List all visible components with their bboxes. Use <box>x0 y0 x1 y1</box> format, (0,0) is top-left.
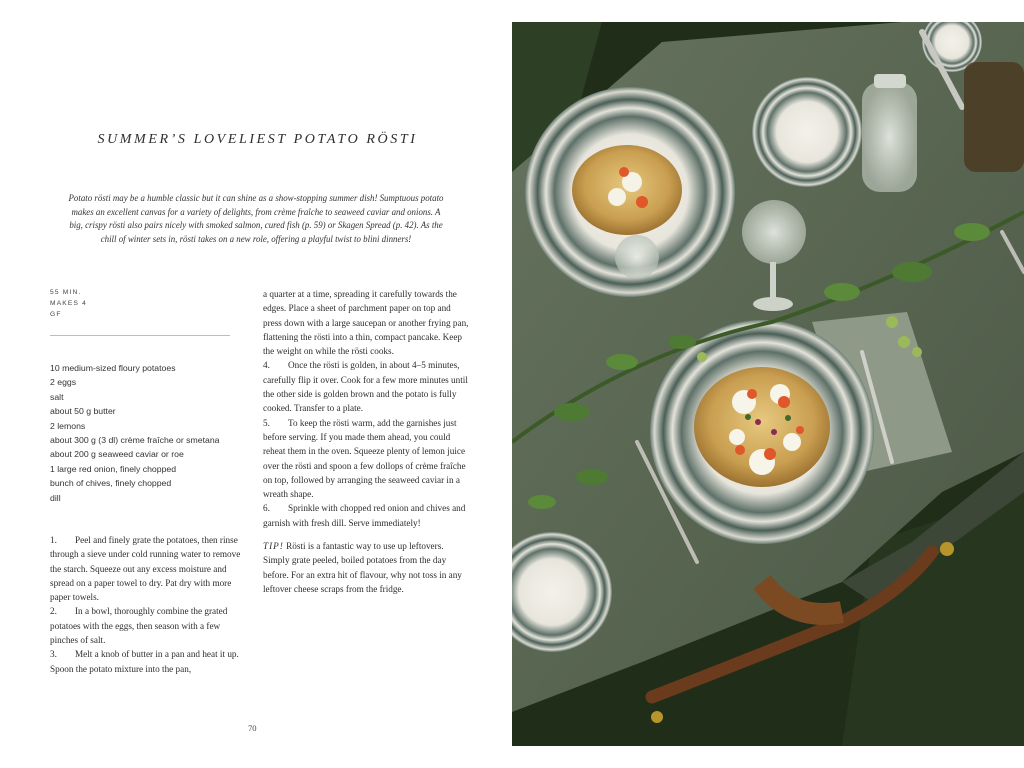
step-number: 4. <box>263 360 270 371</box>
servings: MAKES 4 <box>50 299 87 307</box>
tip <box>263 539 469 596</box>
step-number: 5. <box>263 417 270 428</box>
ingredient-item: salt <box>50 391 64 402</box>
recipe-intro: Potato rösti may be a humble classic but it can shine as a show-stopping summer dish! Sumptuous potato makes an excellent canvas for a variety of delights, from crème fraîche to seaweed caviar and onions. A big, crispy rösti also pairs nicely with smoked salmon, cured fish (p. 59) or Skagen Spread (p. 42). As the chill of winter sets in, rösti takes on a new role, offering a playful twist to blini dinners! <box>68 193 444 244</box>
ingredient-item: about 300 g (3 dl) crème fraîche or smetana <box>50 435 220 446</box>
ingredient-item: 2 lemons <box>50 420 86 431</box>
recipe-meta <box>50 288 87 320</box>
step-text: In a bowl, thoroughly combine the grated potatoes with the eggs, then season with a few pinches of salt. <box>50 606 228 646</box>
method-step <box>50 604 246 647</box>
ingredient-item: 1 large red onion, finely chopped <box>50 463 177 474</box>
method-step <box>50 647 246 676</box>
method-step <box>263 358 469 415</box>
step-text: Peel and finely grate the potatoes, then rinse through a sieve under cold running water to remove the starch. Squeeze out any excess moisture and spread on a paper towel to dry. Pat dry with more paper towels. <box>50 535 241 603</box>
divider <box>50 335 230 336</box>
step-text: To keep the rösti warm, add the garnishes just before serving. If you made them ahead, you could reheat them in the oven. Squeeze plenty of lemon juice over the rösti and spoon a few dollops of crème fraîche on top, followed by arranging the seaweed caviar in a wreath shape. <box>263 417 466 500</box>
method-column-right <box>263 287 469 596</box>
ingredient-item: 2 eggs <box>50 377 77 388</box>
tip-label: TIP! <box>263 541 284 552</box>
recipe-title: SUMMER’S LOVELIEST POTATO RÖSTI <box>97 132 418 147</box>
ingredient-item: dill <box>50 492 61 503</box>
glass-jar <box>862 82 917 192</box>
prep-time: 55 MIN. <box>50 289 82 296</box>
method-step <box>263 416 469 502</box>
food-photo <box>512 22 1024 746</box>
diet-label: GF <box>50 310 62 318</box>
tip-text: Rösti is a fantastic way to use up leftovers. Simply grate peeled, boiled potatoes from the day before. For an extra hit of flavour, why not toss in any leftover cheese scraps from the fridge. <box>263 541 462 594</box>
ingredient-item: about 200 g seaweed caviar or roe <box>50 449 184 460</box>
method-step <box>263 501 469 530</box>
ingredients-list <box>50 361 255 505</box>
step-text: Sprinkle with chopped red onion and chives and garnish with fresh dill. Serve immediately! <box>263 503 466 528</box>
step-number: 2. <box>50 606 57 617</box>
step-text: Melt a knob of butter in a pan and heat it up. Spoon the potato mixture into the pan, <box>50 649 239 674</box>
step-text: Once the rösti is golden, in about 4–5 minutes, carefully flip it over. Cook for a few more minutes until the other side is golden brown and the potato is fully cooked. Transfer to a plate. <box>263 360 468 414</box>
step-number: 1. <box>50 535 57 545</box>
step-number: 6. <box>263 503 270 514</box>
method-step-continued: a quarter at a time, spreading it carefully towards the edges. Place a sheet of parchment paper on top and press down with a large saucepan or another frying pan, flattening the rösti into a thin, compact pancake. Keep the weight on while the rösti cooks. <box>263 289 469 357</box>
ingredient-item: bunch of chives, finely chopped <box>50 478 172 489</box>
step-number: 3. <box>50 649 57 660</box>
ingredient-item: about 50 g butter <box>50 406 116 417</box>
method-step <box>50 533 246 604</box>
ingredient-item: 10 medium-sized floury potatoes <box>50 363 176 373</box>
method-column-left <box>50 533 246 676</box>
page-number: 70 <box>248 723 257 733</box>
